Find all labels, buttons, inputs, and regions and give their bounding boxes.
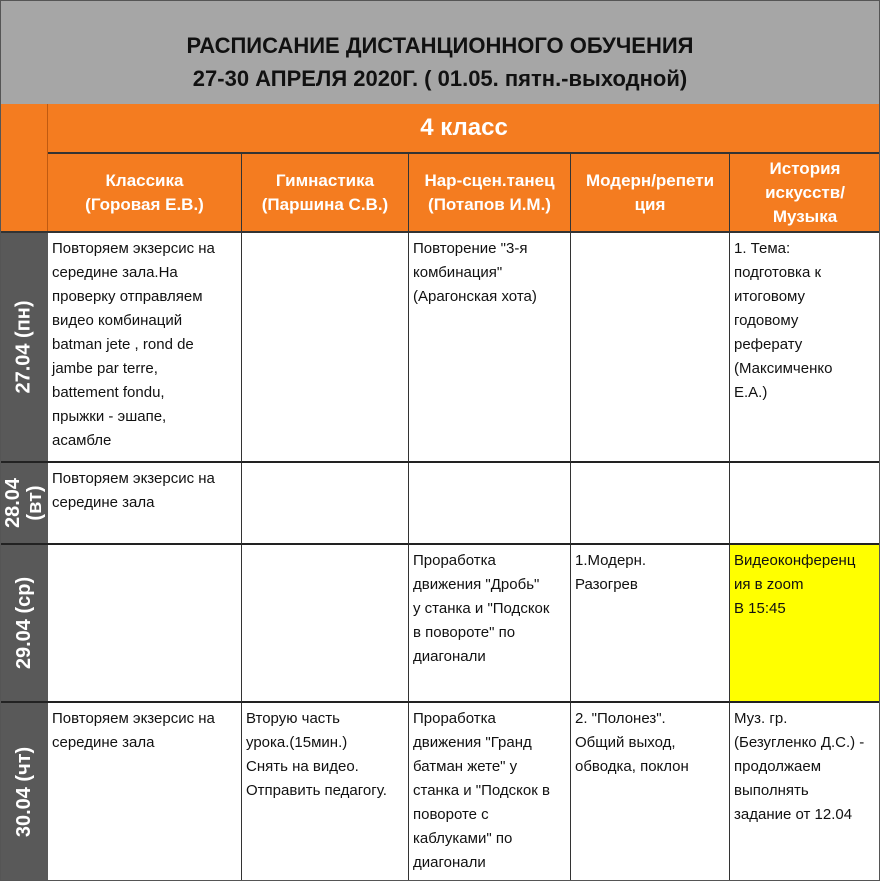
table-cell (409, 463, 571, 545)
table-cell (242, 233, 409, 463)
day-label-cell (0, 703, 48, 881)
class-label: 4 класс (48, 104, 880, 154)
day-date: 28.04 (2, 477, 24, 529)
table-cell: Повторяем экзерсис на середине зала.На проверку отправляем видео комбинаций batman jete , rond de jambe par terre, battement fondu, прыжки - эшапе, асамбле (48, 233, 242, 463)
column-header-line: ция (634, 195, 666, 214)
table-cell (242, 463, 409, 545)
day-weekday: (вт) (24, 485, 46, 521)
column-header-line: Музыка (772, 207, 838, 226)
column-header-classic (48, 154, 242, 232)
table-cell: Проработка движения "Дробь" у станка и "Подскок в повороте" по диагонали (409, 545, 571, 703)
table-cell: 2. "Полонез". Общий выход, обводка, поклон (571, 703, 730, 881)
table-cell: Вторую часть урока.(15мин.) Снять на видео. Отправить педагогу. (242, 703, 409, 881)
column-header-teacher: (Горовая Е.В.) (85, 195, 204, 214)
column-header-art-history (730, 154, 880, 232)
header-corner (0, 104, 48, 232)
column-header-line: искусств/ (765, 183, 845, 202)
table-cell: Повторение "3-я комбинация" (Арагонская хота) (409, 233, 571, 463)
column-header-teacher: (Потапов И.М.) (428, 195, 551, 214)
column-header-modern (571, 154, 730, 232)
day-label: 27.04 (пн) (13, 300, 35, 394)
column-header-line: Нар-сцен.танец (424, 171, 555, 190)
table-cell (242, 545, 409, 703)
table-cell: Муз. гр. (Безугленко Д.С.) - продолжаем выполнять задание от 12.04 (734, 710, 865, 823)
table-cell (571, 463, 730, 545)
day-label-cell (0, 545, 48, 703)
column-header-teacher: (Паршина С.В.) (261, 195, 389, 214)
table-cell: 1.Модерн. Разогрев (571, 545, 730, 703)
day-label: 29.04 (ср) (13, 576, 36, 670)
day-label-cell (0, 463, 48, 545)
day-label-cell (0, 233, 48, 463)
column-header-line: Классика (105, 171, 184, 190)
table-cell (571, 233, 730, 463)
highlighted-table-cell: Видеоконференц ия в zoom В 15:45 (730, 545, 880, 703)
day-label (2, 478, 46, 528)
schedule-dates: 27-30 АПРЕЛЯ 2020Г. ( 01.05. пятн.-выходной) (192, 66, 688, 91)
table-cell: Проработка движения "Гранд батман жете" у станка и "Подскок в повороте с каблуками" по диагонали (409, 703, 571, 881)
table-cell: Повторяем экзерсис на середине зала (48, 703, 242, 881)
table-cell: Повторяем экзерсис на середине зала (48, 463, 242, 545)
table-cell (730, 463, 880, 545)
schedule-title: РАСПИСАНИЕ ДИСТАНЦИОННОГО ОБУЧЕНИЯ (186, 33, 694, 58)
column-header-line: Модерн/репети (585, 171, 715, 190)
day-label: 30.04 (чт) (13, 746, 35, 838)
schedule-title-band (0, 0, 880, 105)
column-header-folk-dance (409, 154, 571, 232)
table-cell (48, 545, 242, 703)
column-header-gymnastics (242, 154, 409, 232)
column-header-line: Гимнастика (275, 171, 375, 190)
column-header-line: История (769, 159, 841, 178)
table-cell: 1. Тема: подготовка к итоговому годовому реферату (Максимченко Е.А.) (730, 233, 880, 463)
